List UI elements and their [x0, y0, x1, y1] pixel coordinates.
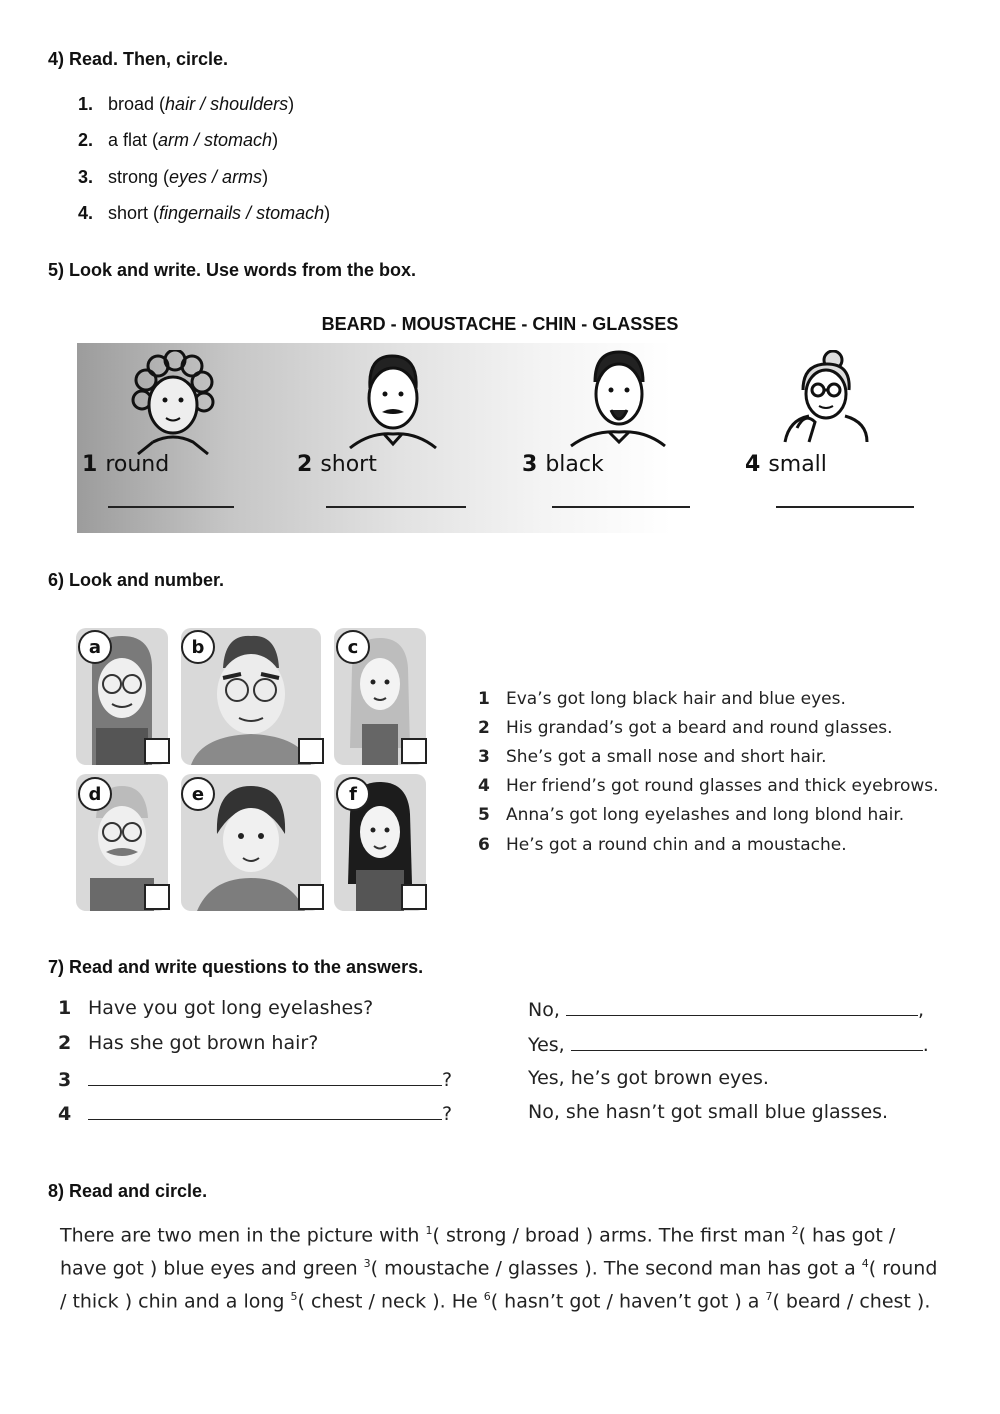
question-number: 1 [58, 997, 72, 1019]
question-number: 3 [58, 1069, 72, 1091]
answer-text: Yes, he’s got brown eyes. [528, 1067, 769, 1089]
option-number: 1 [425, 1224, 433, 1237]
answer-line[interactable] [552, 506, 690, 508]
list-item [478, 830, 939, 859]
question-blank[interactable] [88, 1101, 442, 1120]
statement-text: Her friend’s got round glasses and thick eyebrows. [506, 776, 939, 797]
face-number: 4 [745, 452, 761, 477]
number-checkbox-f[interactable] [401, 884, 427, 910]
picture-letter-e: e [181, 777, 215, 811]
word-box: BEARD - MOUSTACHE - CHIN - GLASSES [321, 314, 679, 334]
option-number: 2 [791, 1224, 799, 1237]
question-row-4 [58, 1101, 452, 1125]
list-item [78, 196, 330, 233]
section-5-title: 5) Look and write. Use words from the box. [48, 260, 417, 280]
face-label-4 [745, 452, 827, 477]
item-suffix: ) [262, 166, 269, 187]
statement-number: 2 [478, 717, 490, 738]
option-number: 4 [861, 1256, 869, 1270]
question-number: 2 [58, 1032, 72, 1054]
item-suffix: ) [272, 130, 279, 151]
list-item [478, 684, 939, 713]
answer-row-2 [528, 1032, 929, 1056]
answer-text: Yes, [528, 1034, 565, 1056]
number-checkbox-c[interactable] [401, 738, 427, 764]
number-checkbox-a[interactable] [144, 738, 170, 764]
question-blank[interactable] [88, 1067, 442, 1086]
face-label-2 [297, 452, 377, 477]
face-word: round [105, 452, 170, 477]
statements-list [478, 684, 939, 859]
option-choice[interactable]: ( beard / chest ) [772, 1289, 925, 1312]
question-end: ? [442, 1069, 453, 1091]
face-number: 1 [82, 452, 98, 477]
option-choice[interactable]: ( has got / have got ) [60, 1224, 896, 1280]
face-word: black [545, 452, 604, 477]
answer-text: No, she hasn’t got small blue glasses. [528, 1101, 889, 1123]
face-number: 2 [297, 452, 313, 477]
statement-text: Anna’s got long eyelashes and long blond hair. [506, 805, 905, 826]
option-number: 3 [363, 1256, 371, 1270]
answer-text: No, [528, 999, 560, 1021]
option-choice[interactable]: ( round / thick ) [60, 1257, 938, 1312]
face-word: small [768, 452, 827, 477]
answer-blank[interactable] [571, 1032, 923, 1051]
statement-text: His grandad’s got a beard and round glasses. [506, 717, 893, 738]
statement-number: 3 [478, 746, 490, 767]
list-item [78, 123, 330, 160]
answer-row-3 [528, 1067, 769, 1089]
list-item [478, 772, 939, 801]
answer-row-4 [528, 1101, 888, 1123]
face-beard-icon [565, 348, 670, 448]
face-word: short [320, 452, 377, 477]
text-segment: chin and a long [132, 1289, 291, 1312]
answer-line[interactable] [326, 506, 466, 508]
statement-text: She’s got a small nose and short hair. [506, 746, 827, 767]
option-number: 6 [483, 1289, 491, 1303]
picture-letter-b: b [181, 630, 215, 664]
option-choice[interactable]: ( hasn’t got / haven’t got ) [490, 1289, 742, 1312]
item-number: 2. [78, 130, 94, 151]
statement-number: 1 [478, 688, 490, 709]
picture-letter-f: f [336, 777, 370, 811]
face-label-3 [522, 452, 604, 477]
answer-line[interactable] [108, 506, 234, 508]
item-number: 4. [78, 203, 94, 224]
number-checkbox-d[interactable] [144, 884, 170, 910]
answer-end: , [917, 999, 924, 1021]
picture-letter-c: c [336, 630, 370, 664]
text-segment: . He [439, 1289, 484, 1312]
text-segment: . The second man has got a [591, 1257, 862, 1280]
item-suffix: ) [324, 203, 331, 224]
item-options[interactable]: eyes / arms [169, 166, 263, 187]
picture-letter-a: a [78, 630, 112, 664]
item-suffix: ) [288, 93, 295, 114]
section-7-title: 7) Read and write questions to the answers. [48, 957, 424, 977]
question-row-3 [58, 1067, 452, 1091]
question-number: 4 [58, 1103, 72, 1125]
answer-line[interactable] [776, 506, 914, 508]
statement-text: He’s got a round chin and a moustache. [506, 834, 847, 855]
option-choice[interactable]: ( chest / neck ) [297, 1289, 440, 1312]
text-segment: a [741, 1289, 766, 1312]
section-4-list [78, 86, 330, 232]
item-prefix: short ( [108, 203, 160, 224]
face-glasses-icon [775, 350, 875, 445]
statement-number: 6 [478, 834, 490, 855]
section-8-title: 8) Read and circle. [48, 1181, 208, 1201]
answer-blank[interactable] [566, 997, 918, 1016]
item-prefix: broad ( [108, 93, 166, 114]
face-moustache-icon [340, 350, 445, 450]
item-prefix: a flat ( [108, 130, 159, 151]
statement-number: 4 [478, 776, 490, 797]
item-options[interactable]: hair / shoulders [165, 93, 289, 114]
section-4-title: 4) Read. Then, circle. [48, 49, 229, 69]
section-6-title: 6) Look and number. [48, 570, 225, 590]
answer-row-1 [528, 997, 924, 1021]
answer-end: . [922, 1034, 929, 1056]
option-number: 7 [765, 1289, 773, 1303]
face-number: 3 [522, 452, 538, 477]
question-text: Has she got brown hair? [88, 1032, 319, 1054]
option-choice[interactable]: ( strong / broad ) [432, 1224, 594, 1247]
number-checkbox-e[interactable] [298, 884, 324, 910]
text-segment: . [924, 1289, 931, 1312]
text-segment: blue eyes and green [157, 1257, 364, 1280]
circle-paragraph [60, 1217, 940, 1315]
item-number: 3. [78, 166, 94, 187]
question-text: Have you got long eyelashes? [88, 997, 374, 1019]
face-label-1 [82, 452, 169, 477]
statement-text: Eva’s got long black hair and blue eyes. [506, 688, 846, 709]
option-choice[interactable]: ( moustache / glasses ) [370, 1257, 592, 1280]
item-prefix: strong ( [108, 166, 170, 187]
list-item [478, 713, 939, 742]
question-end: ? [442, 1103, 453, 1125]
list-item [78, 86, 330, 123]
option-number: 5 [290, 1289, 298, 1303]
list-item [478, 801, 939, 830]
text-segment: There are two men in the picture with [60, 1224, 426, 1247]
list-item [78, 159, 330, 196]
item-number: 1. [78, 93, 94, 114]
number-checkbox-b[interactable] [298, 738, 324, 764]
question-row-2 [58, 1032, 318, 1054]
statement-number: 5 [478, 805, 490, 826]
face-curly-hair-icon [128, 350, 218, 455]
question-row-1 [58, 997, 373, 1019]
item-options[interactable]: fingernails / stomach [159, 203, 325, 224]
list-item [478, 742, 939, 771]
item-options[interactable]: arm / stomach [158, 130, 273, 151]
picture-letter-d: d [78, 777, 112, 811]
text-segment: arms. The first man [593, 1224, 792, 1247]
